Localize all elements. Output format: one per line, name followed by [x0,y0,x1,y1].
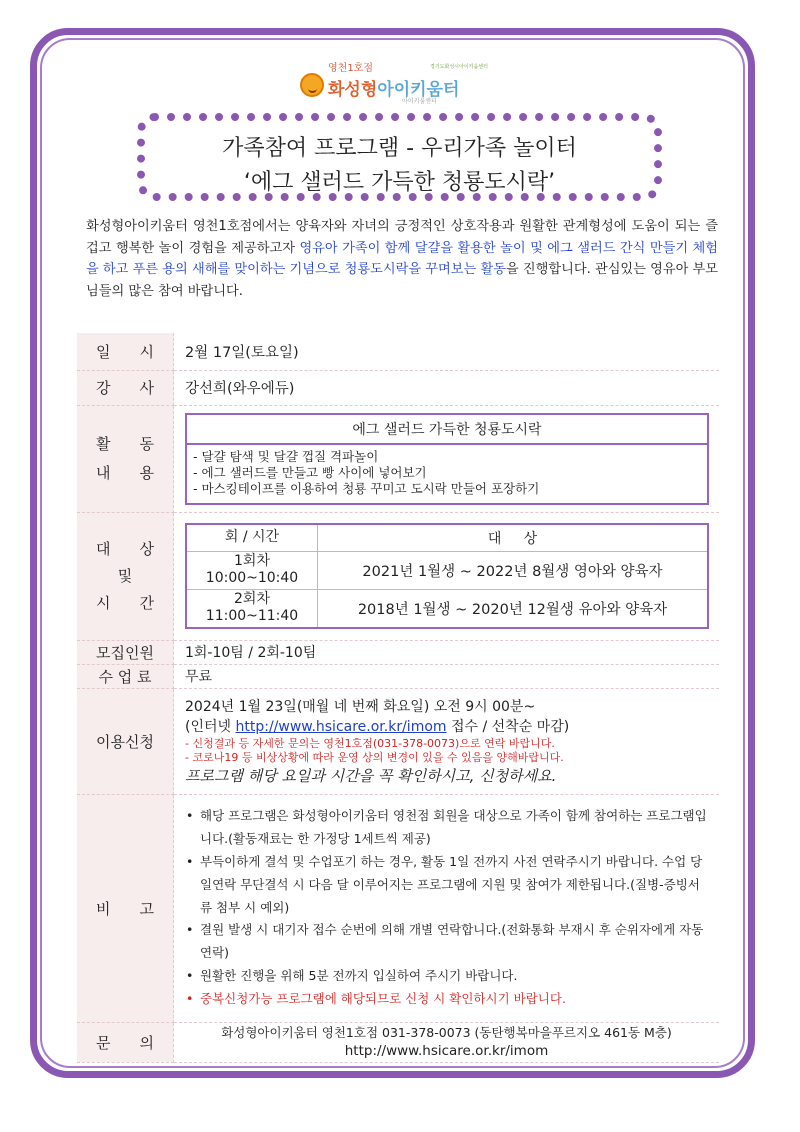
logo-tiny-text: 경기도화성시아이키움센터 [430,64,488,70]
row-capacity: 모집인원 1회-10팀 / 2회-10팀 [77,640,719,664]
remark-item: • 해당 프로그램은 화성형아이키움터 영천점 회원을 대상으로 가족이 함께 참여하는 프로그램입니다.(활동재료는 한 가정당 1세트씩 제공) [186,805,709,851]
row-teacher: 강 사 강선희(와우에듀) [77,370,719,405]
activity-item: - 에그 샐러드를 만들고 빵 사이에 넣어보기 [193,465,707,481]
remarks-list [174,805,719,1010]
schedule-box [185,523,709,629]
date-value: 2월 17일(토요일) [174,333,720,370]
apply-line1: 2024년 1월 23일(매월 네 번째 화요일) 오전 9시 00분~ [185,698,536,715]
schedule-header-time: 회 / 시간 [187,525,318,551]
logo-small-text: 아이키움센터 [402,98,437,105]
row-date: 일 시 2월 17일(토요일) [77,333,719,370]
row-contact: 문 의 화성형아이키움터 영천1호점 031-378-0073 (동탄행복마을푸르지오 461동 M층) http://www.hsicare.or.kr/imom [77,1022,719,1062]
apply-red-note: - 신청결과 등 자세한 문의는 영천1호점(031-378-0073)으로 연락 바랍니다. [185,736,555,750]
remark-item-red: • 중복신청가능 프로그램에 해당되므로 신청 시 확인하시기 바랍니다. [186,988,709,1011]
activity-box [185,413,709,505]
title-line1: 가족참여 프로그램 - 우리가족 놀이터 [222,136,577,161]
apply-link[interactable]: http://www.hsicare.or.kr/imom [235,718,447,735]
intro-highlight: 영유아 가족이 함께 달걀을 활용한 놀이 및 에그 샐러드 간식 만들기 체험을 하고 푸른 용의 새해를 맞이하는 기념으로 청룡도시락을 꾸며보는 활동 [86,240,719,278]
schedule-row: 2회차 11:00~11:40 2018년 1월생 ~ 2020년 12월생 유아와 양육자 [187,589,707,627]
teacher-value: 강선희(와우에듀) [174,370,720,405]
apply-italic-note: 프로그램 해당 요일과 시간을 꼭 확인하시고, 신청하세요. [185,766,557,785]
remark-item: • 원활한 진행을 위해 5분 전까지 입실하여 주시기 바랍니다. [186,965,709,988]
row-apply: 이용신청 2024년 1월 23일(매월 네 번째 화요일) 오전 9시 00분~ (인터넷 http://www.hsicare.or.kr/imom 접수 / 선착순 마감) - 신청결과 등 자세한 문의는 영천1호점(031-378-0073)으로 연락 바랍니다. - 코로나19 등 비상상황에 따라 운영 상의 변경이 있을 수 있음을 양해바랍니다. 프로그램 해당 요일과 시간을 꼭 확인하시고, 신청하세요. [77,688,719,794]
title-box [137,113,662,201]
row-fee: 수 업 료 무료 [77,664,719,688]
intro-paragraph: 화성형아이키움터 영천1호점에서는 양육자와 자녀의 긍정적인 상호작용과 원활한 관계형성에 도움이 되는 즐겁고 행복한 놀이 경험을 제공하고자 영유아 가족이 함께 달걀을 활용한 놀이 및 에그 샐러드 간식 만들기 체험을 하고 푸른 용의 새해를 맞이하는 기념으로 청룡도시락을 꾸며보는 활동을 진행합니다. 관심있는 영유아 부모님들의 많은 참여 바랍니다. [86,219,719,299]
fee-value: 무료 [174,664,720,688]
schedule-table [187,525,707,627]
activity-box-title: 에그 샐러드 가득한 청룡도시락 [187,415,707,445]
apply-red-note: - 코로나19 등 비상상황에 따라 운영 상의 변경이 있을 수 있음을 양해바랍니다. [185,751,564,764]
logo-name: 화성형아이키움터 [328,80,460,100]
capacity-value: 1회-10팀 / 2회-10팀 [174,640,720,664]
row-activity: 활 동 내 용 에그 샐러드 가득한 청룡도시락 - 달걀 탐색 및 달걀 껍질 격파놀이 - 에그 샐러드를 만들고 빵 사이에 넣어보기 - 마스킹테이프를 이용하여 청룡 꾸미고 도시락 만들어 포장하기 [77,405,719,512]
row-remarks: 비 고 • 해당 프로그램은 화성형아이키움터 영천점 회원을 대상으로 가족이 함께 참여하는 프로그램입니다.(활동재료는 한 가정당 1세트씩 제공) • 부득이하게 결석 및 수업포기 하는 경우, 활동 1일 전까지 사전 연락주시기 바랍니다. 수업 당일연락 무단결석 시 다음 달 이루어지는 프로그램에 지원 및 참여가 제한됩니다.(질병-증빙서류 첨부 시 예외) • 결원 발생 시 대기자 접수 순번에 의해 개별 연락합니다.(전화통화 부재시 후 순위자에게 자동 연락) • 원활한 진행을 위해 5분 전까지 입실하여 주시기 바랍니다. • 중복신청가능 프로그램에 해당되므로 신청 시 확인하시기 바랍니다. [77,794,719,1022]
contact-line1: 화성형아이키움터 영천1호점 031-378-0073 (동탄행복마을푸르지오 461동 M층) [221,1025,672,1040]
activity-item: - 마스킹테이프를 이용하여 청룡 꾸미고 도시락 만들어 포장하기 [193,481,707,497]
apply-line2: (인터넷 http://www.hsicare.or.kr/imom 접수 / 선착순 마감) [185,718,570,735]
title-line2: ‘에그 샐러드 가득한 청룡도시락’ [243,170,556,195]
activity-item: - 달걀 탐색 및 달걀 껍질 격파놀이 [193,449,707,465]
remark-item: • 부득이하게 결석 및 수업포기 하는 경우, 활동 1일 전까지 사전 연락주시기 바랍니다. 수업 당일연락 무단결석 시 다음 달 이루어지는 프로그램에 지원 및 참여가 제한됩니다.(질병-증빙서류 첨부 시 예외) [186,851,709,919]
logo [298,55,518,107]
logo-face-icon [300,73,324,97]
schedule-row: 1회차 10:00~10:40 2021년 1월생 ~ 2022년 8월생 영아와 양육자 [187,551,707,589]
contact-link[interactable]: http://www.hsicare.or.kr/imom [344,1043,549,1059]
info-table [77,333,719,1063]
row-target: 대 상 및 시 간 회 / 시간 대 상 1회차 10:00~10:40 2021년 1월생 ~ 2022년 8월생 영아와 양육자 2회차 11:00~11:40 2018년 1월생 ~ 2020년 12월생 유아와 양육자 [77,512,719,640]
logo-branch: 영천1호점 [328,63,374,74]
remark-item: • 결원 발생 시 대기자 접수 순번에 의해 개별 연락합니다.(전화통화 부재시 후 순위자에게 자동 연락) [186,919,709,965]
schedule-header-target: 대 상 [318,525,708,551]
